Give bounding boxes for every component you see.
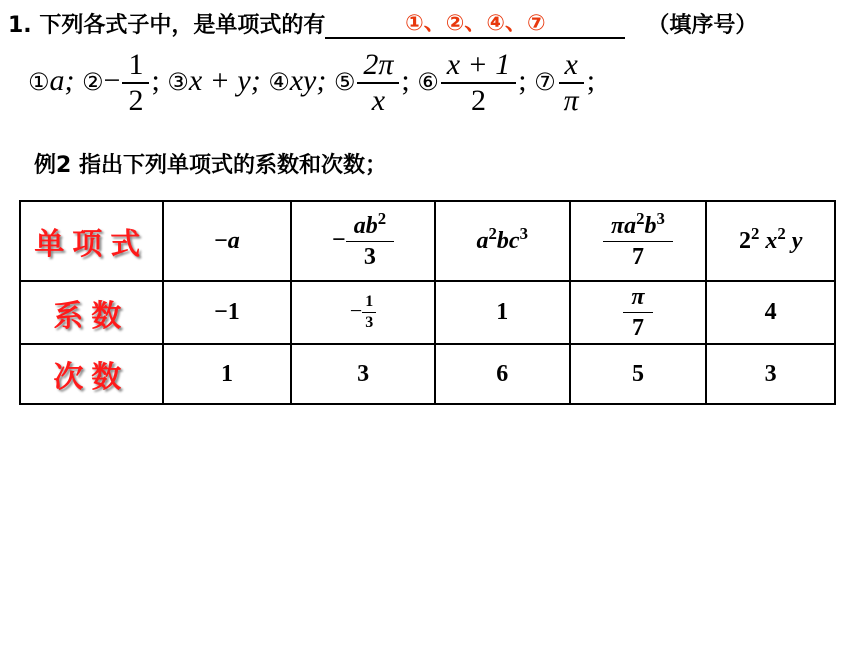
degree-2: 3 (291, 344, 435, 404)
marker-3: ③ (167, 67, 189, 96)
monomial-4-b: b (644, 212, 657, 239)
expr-2-sep: ; (151, 63, 160, 97)
degree-5: 3 (706, 344, 835, 404)
monomial-5-base: 2 (738, 227, 751, 254)
example-2-title: 例2 指出下列单项式的系数和次数； (34, 153, 387, 178)
expr-6-sep: ; (518, 63, 527, 97)
monomial-3 (435, 201, 570, 281)
expr-5-denominator: x (371, 84, 386, 117)
expr-3: x + y; (188, 63, 261, 97)
expr-4: xy; (289, 63, 327, 97)
expr-7-denominator: π (563, 84, 579, 117)
coef-2-sign: − (349, 298, 363, 324)
header-coef-cell (20, 281, 163, 344)
monomial-3-c-exp: 3 (519, 223, 528, 243)
table-row-degree (20, 344, 835, 404)
coef-1: −1 (163, 281, 292, 344)
coef-4-fraction (623, 282, 652, 343)
table-row-monomial (20, 201, 835, 281)
monomial-2-numerator (346, 208, 394, 242)
monomial-5-exp-1: 2 (750, 223, 760, 243)
header-monomial: 单项式 (34, 227, 149, 262)
monomial-5-exp-2: 2 (777, 223, 786, 243)
answer-blank (325, 11, 625, 39)
coef-2-numerator: 1 (362, 292, 376, 313)
expr-2-numerator: 1 (122, 48, 149, 84)
monomial-2-sign: − (332, 226, 346, 253)
expression-list (28, 48, 858, 128)
monomial-1 (163, 201, 292, 281)
marker-5: ⑤ (333, 67, 356, 96)
monomial-2-fraction (346, 208, 394, 272)
monomial-4-denominator: 7 (631, 243, 644, 270)
monomial-2-exp: 2 (377, 208, 387, 228)
expr-6-denominator: 2 (471, 84, 487, 117)
expr-2-denominator: 2 (128, 84, 144, 117)
expr-5-sep: ; (401, 63, 410, 97)
monomial-4 (570, 201, 707, 281)
expr-2-sign: − (103, 63, 121, 97)
monomial-4-b-exp: 3 (656, 208, 665, 228)
expr-5-numerator: 2π (357, 48, 399, 84)
degree-3: 6 (435, 344, 570, 404)
marker-4: ④ (268, 67, 290, 96)
expr-7-sep: ; (586, 63, 596, 97)
degree-4: 5 (570, 344, 707, 404)
coef-2-denominator: 3 (365, 314, 374, 331)
monomial-5-x: x (765, 227, 778, 254)
question-1-prompt: 1. 下列各式子中，是单项式的有 (8, 13, 326, 38)
degree-1: 1 (163, 344, 292, 404)
coef-4-denominator: 7 (631, 315, 644, 341)
monomial-5 (706, 201, 835, 281)
expr-6-numerator: x + 1 (441, 48, 517, 84)
marker-1: ① (28, 67, 50, 96)
expr-2-fraction (122, 48, 149, 118)
coef-4-numerator: π (623, 282, 652, 313)
monomial-3-bc: bc (496, 227, 520, 254)
header-degree: 次数 (53, 360, 130, 395)
header-coef: 系数 (53, 298, 130, 334)
marker-7: ⑦ (534, 67, 556, 96)
expr-7-fraction (558, 48, 585, 118)
answer-text: ①、②、④、⑦ (405, 11, 546, 36)
marker-2: ② (82, 67, 104, 96)
monomial-2-denominator: 3 (363, 243, 376, 270)
monomial-1-var: a (227, 227, 240, 254)
monomial-4-numerator (603, 208, 673, 242)
monomial-3-a: a (476, 227, 489, 254)
monomial-table (19, 200, 836, 405)
expr-6-fraction (441, 48, 517, 118)
monomial-4-a-exp: 2 (636, 208, 645, 228)
monomial-1-sign: − (214, 227, 228, 254)
fill-hint: （填序号） (647, 13, 758, 38)
monomial-2-base: ab (353, 212, 378, 239)
coef-2-fraction (362, 292, 376, 333)
monomial-4-fraction (603, 208, 673, 272)
monomial-4-pi-a: πa (611, 212, 637, 239)
header-degree-cell (20, 344, 163, 404)
coef-2 (291, 281, 435, 344)
monomial-5-y: y (791, 227, 803, 254)
marker-6: ⑥ (417, 67, 439, 96)
coef-5: 4 (706, 281, 835, 344)
expr-5-fraction (357, 48, 399, 118)
expr-1: a; (49, 63, 75, 97)
coef-3: 1 (435, 281, 570, 344)
monomial-3-a-exp: 2 (488, 223, 497, 243)
table-row-coefficient (20, 281, 835, 344)
expr-7-numerator: x (559, 48, 584, 84)
monomial-2 (291, 201, 435, 281)
question-1 (8, 8, 757, 41)
header-monomial-cell (20, 201, 163, 281)
coef-4 (570, 281, 707, 344)
